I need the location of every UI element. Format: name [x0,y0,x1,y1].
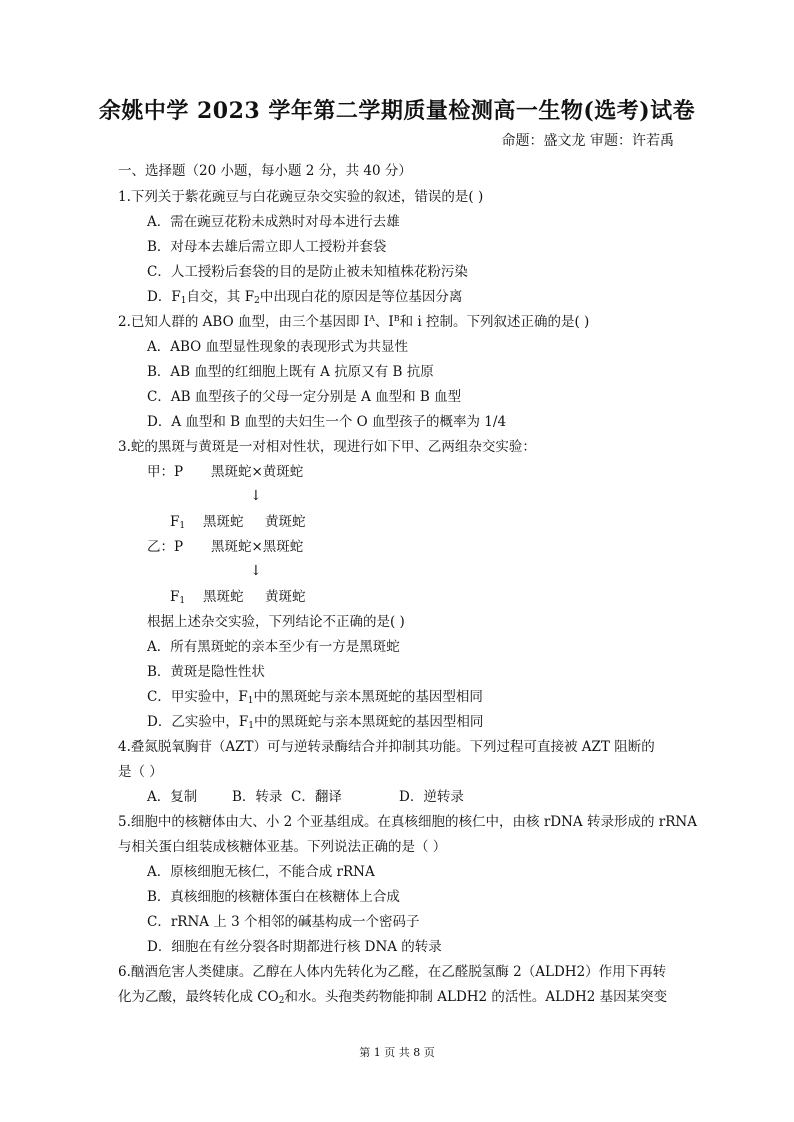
cross-2-offspring: 黑斑蛇 黄斑蛇 [203,589,306,605]
exam-title: 余姚中学 2023 学年第二学期质量检测高一生物(选考)试卷 [98,98,696,124]
section-heading: 一、选择题（20 小题，每小题 2 分，共 40 分） [118,163,412,179]
cross-2-parents: 黑斑蛇×黑斑蛇 [211,539,304,555]
q5-stem-line1: 5.细胞中的核糖体由大、小 2 个亚基组成。在真核细胞的核仁中，由核 rDNA 转录形成的 rRNA [118,814,697,830]
q5-option-a: A．原核细胞无核仁，不能合成 rRNA [147,864,375,880]
down-arrow-icon: ↓ [250,563,262,579]
q6-stem-line1: 6.酗酒危害人类健康。乙醇在人体内先转化为乙醛，在乙醛脱氢酶 2（ALDH2）作用下再转 [118,964,667,980]
q2-option-d: D．A 血型和 B 血型的夫妇生一个 O 血型孩子的概率为 1/4 [147,414,507,430]
q4-option-a: A．复制 [147,789,198,805]
q3-lead: 根据上述杂交实验，下列结论不正确的是( ) [147,614,405,630]
q4-option-c: C．翻译 [291,789,342,805]
q2-option-c: C．AB 血型孩子的父母一定分别是 A 血型和 B 血型 [147,389,462,405]
q1-option-b: B．对母本去雄后需立即人工授粉并套袋 [147,239,387,255]
q3-option-d: D．乙实验中，$F_1$中的黑斑蛇与亲本黑斑蛇的基因型相同 [147,714,484,731]
q1-option-d: D．$F_1$自交，其 $F_2$中出现白花的原因是等位基因分离 [147,289,463,306]
q3-stem: 3.蛇的黑斑与黄斑是一对相对性状，现进行如下甲、乙两组杂交实验： [118,439,536,455]
q4-option-b: B．转录 [232,789,283,805]
cross-1-label: 甲：P [147,464,184,480]
q3-option-b: B．黄斑是隐性性状 [147,664,265,680]
page-footer: 第 1 页 共 8 页 [359,1046,435,1059]
q5-option-d: D．细胞在有丝分裂各时期都进行核 DNA 的转录 [147,939,442,955]
q4-stem-line2: 是（ ） [118,764,163,780]
q1-option-c: C．人工授粉后套袋的目的是防止被未知植株花粉污染 [147,264,468,280]
q5-stem-line2: 与相关蛋白组装成核糖体亚基。下列说法正确的是（ ） [118,839,447,855]
q5-option-c: C．rRNA 上 3 个相邻的碱基构成一个密码子 [147,914,420,930]
byline: 命题：盛文龙 审题：许若禹 [501,133,674,149]
q3-option-a: A．所有黑斑蛇的亲本至少有一方是黑斑蛇 [147,639,400,655]
cross-1-parents: 黑斑蛇×黄斑蛇 [211,464,304,480]
cross-1-f1-label: $F_1$ [170,514,186,531]
down-arrow-icon: ↓ [250,488,262,504]
q4-stem-line1: 4.叠氮脱氧胸苷（AZT）可与逆转录酶结合并抑制其功能。下列过程可直接被 AZT 阻断的 [118,739,655,755]
cross-1-offspring: 黑斑蛇 黄斑蛇 [203,514,306,530]
q1-stem: 1.下列关于紫花豌豆与白花豌豆杂交实验的叙述，错误的是( ) [118,189,484,205]
q2-stem: 2.已知人群的 ABO 血型，由三个基因即 $I^A$、$I^B$和 i 控制。下列叙述正确的是( ) [118,314,590,330]
cross-2-label: 乙：P [147,539,184,555]
cross-2-f1-label: $F_1$ [170,589,186,606]
q4-option-d: D．逆转录 [399,789,464,805]
q2-option-b: B．AB 血型的红细胞上既有 A 抗原又有 B 抗原 [147,364,434,380]
q5-option-b: B．真核细胞的核糖体蛋白在核糖体上合成 [147,889,400,905]
q6-stem-line2: 化为乙酸，最终转化成 $CO_2$和水。头孢类药物能抑制 ALDH2 的活性。ALDH2 基因某突变 [118,989,668,1006]
q2-option-a: A．ABO 血型显性现象的表现形式为共显性 [147,339,409,355]
q3-option-c: C．甲实验中，$F_1$中的黑斑蛇与亲本黑斑蛇的基因型相同 [147,689,483,706]
q1-option-a: A．需在豌豆花粉未成熟时对母本进行去雄 [147,214,400,230]
